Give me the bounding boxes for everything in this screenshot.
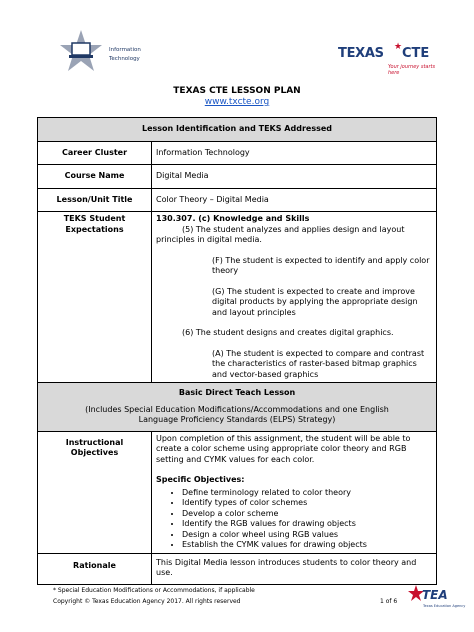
teks-5: (5) The student analyzes and applies design and layout principles in digital media. <box>156 224 405 244</box>
teks-5f: (F) The student is expected to identify and apply color theory <box>212 255 430 275</box>
teks-heading: 130.307. (c) Knowledge and Skills <box>156 214 310 223</box>
teks-5g: (G) The student is expected to create and improve digital products by applying the appropriate design and layout principles <box>212 286 418 317</box>
copyright: Copyright © Texas Education Agency 2017. All rights reserved <box>53 598 241 605</box>
svg-text:TEA: TEA <box>422 588 448 602</box>
table-row <box>38 165 437 189</box>
specific-objectives-heading: Specific Objectives: <box>156 475 245 484</box>
list-item: • Identify the RGB values for drawing objects <box>182 519 432 530</box>
rationale-label: Rationale <box>38 553 152 584</box>
list-item: • Establish the CYMK values for drawing objects <box>182 540 432 551</box>
row-label: Career Cluster <box>38 141 152 165</box>
list-item: • Design a color wheel using RGB values <box>182 530 432 541</box>
svg-text:Texas Education Agency: Texas Education Agency <box>423 604 466 608</box>
objectives-content <box>152 431 437 553</box>
star-icon: ★ <box>394 42 403 52</box>
lesson-plan-table <box>37 117 437 585</box>
page-header <box>0 0 474 80</box>
rationale-text: This Digital Media lesson introduces students to color theory and use. <box>152 553 437 584</box>
table-row-rationale <box>38 553 437 584</box>
information-technology-star-icon <box>58 28 104 74</box>
tea-logo <box>408 583 466 611</box>
texas-cte-logo: TEXAS ★ CTE Your journey starts here <box>338 42 436 76</box>
page-title: TEXAS CTE LESSON PLAN <box>173 86 301 96</box>
objectives-intro: Upon completion of this assignment, the student will be able to create a color scheme using appropriate color theory and RGB setting and CYMK values for each color. <box>156 433 411 464</box>
row-value: Color Theory – Digital Media <box>152 188 437 212</box>
table-row <box>38 188 437 212</box>
website-link[interactable]: www.txcte.org <box>204 97 270 107</box>
list-item: • Define terminology related to color theory <box>182 488 432 499</box>
teks-content <box>152 212 437 383</box>
page-number: 1 of 6 <box>380 598 398 605</box>
row-value: Digital Media <box>152 165 437 189</box>
teks-6a: (A) The student is expected to compare and contrast the characteristics of raster-based bitmap graphics and vector-based graphics <box>212 348 425 379</box>
tea-star-icon <box>408 583 466 611</box>
row-value: Information Technology <box>152 141 437 165</box>
specific-objectives-list <box>156 488 432 551</box>
section-heading-direct-teach: Basic Direct Teach Lesson (Includes Special Education Modifications/Accommodations and one English Language Proficiency Standards (ELPS) Strategy) <box>38 383 437 432</box>
teks-6: (6) The student designs and creates digital graphics. <box>182 328 394 337</box>
table-row-objectives <box>38 431 437 553</box>
section-heading-identification: Lesson Identification and TEKS Addressed <box>38 118 437 142</box>
row-label: Course Name <box>38 165 152 189</box>
teks-label: TEKS Student Expectations <box>38 212 152 383</box>
row-label: Lesson/Unit Title <box>38 188 152 212</box>
cluster-label: Information Technology <box>109 47 141 62</box>
list-item: • Develop a color scheme <box>182 509 432 520</box>
footnote: * Special Education Modifications or Accommodations, if applicable <box>53 587 255 594</box>
list-item: • Identify types of color schemes <box>182 498 432 509</box>
table-row <box>38 141 437 165</box>
table-row-teks <box>38 212 437 383</box>
objectives-label: Instructional Objectives <box>38 431 152 553</box>
